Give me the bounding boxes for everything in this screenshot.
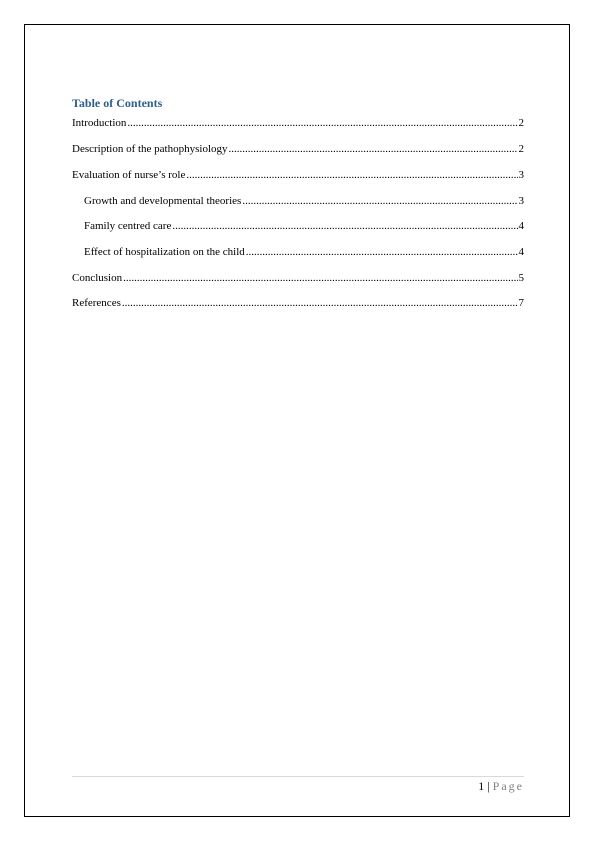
toc-entry-introduction[interactable] [72,116,524,130]
toc-entry-page: 3 [518,169,524,181]
footer-divider [72,776,524,777]
toc-entry-hospitalization[interactable] [84,245,524,259]
toc-entry-page: 4 [518,220,524,232]
toc-entry-label: Family centred care [84,220,172,232]
dot-leader [127,116,517,130]
toc-entry-page: 7 [518,297,524,309]
toc-entry-page: 4 [518,246,524,258]
toc-entry-page: 2 [518,117,524,129]
toc-entry-label: Introduction [72,117,127,129]
dot-leader [123,271,517,285]
toc-entry-label: Description of the pathophysiology [72,143,228,155]
toc-entry-page: 5 [518,272,524,284]
toc-entry-page: 3 [518,195,524,207]
dot-leader [122,296,518,310]
toc-entry-pathophysiology[interactable] [72,142,524,156]
toc-entry-label: Growth and developmental theories [84,195,242,207]
toc-entry-label: Effect of hospitalization on the child [84,246,245,258]
footer-page-number: 1 [478,779,485,793]
footer-page-word: Page [492,779,524,793]
toc-entry-label: Conclusion [72,272,123,284]
dot-leader [229,142,518,156]
toc-entry-label: Evaluation of nurse’s role [72,169,186,181]
toc-entry-label: References [72,297,121,309]
footer-separator: | [487,779,490,793]
page-footer [478,779,524,793]
toc-entry-growth-theories[interactable] [84,194,524,208]
dot-leader [172,219,517,233]
dot-leader [186,168,517,182]
toc-entry-conclusion[interactable] [72,271,524,285]
toc-entry-family-centred-care[interactable] [84,219,524,233]
toc-entry-nurses-role[interactable] [72,168,524,182]
toc-title: Table of Contents [72,96,163,110]
toc-entry-page: 2 [518,143,524,155]
dot-leader [246,245,518,259]
dot-leader [242,194,517,208]
toc-entry-references[interactable] [72,296,524,310]
